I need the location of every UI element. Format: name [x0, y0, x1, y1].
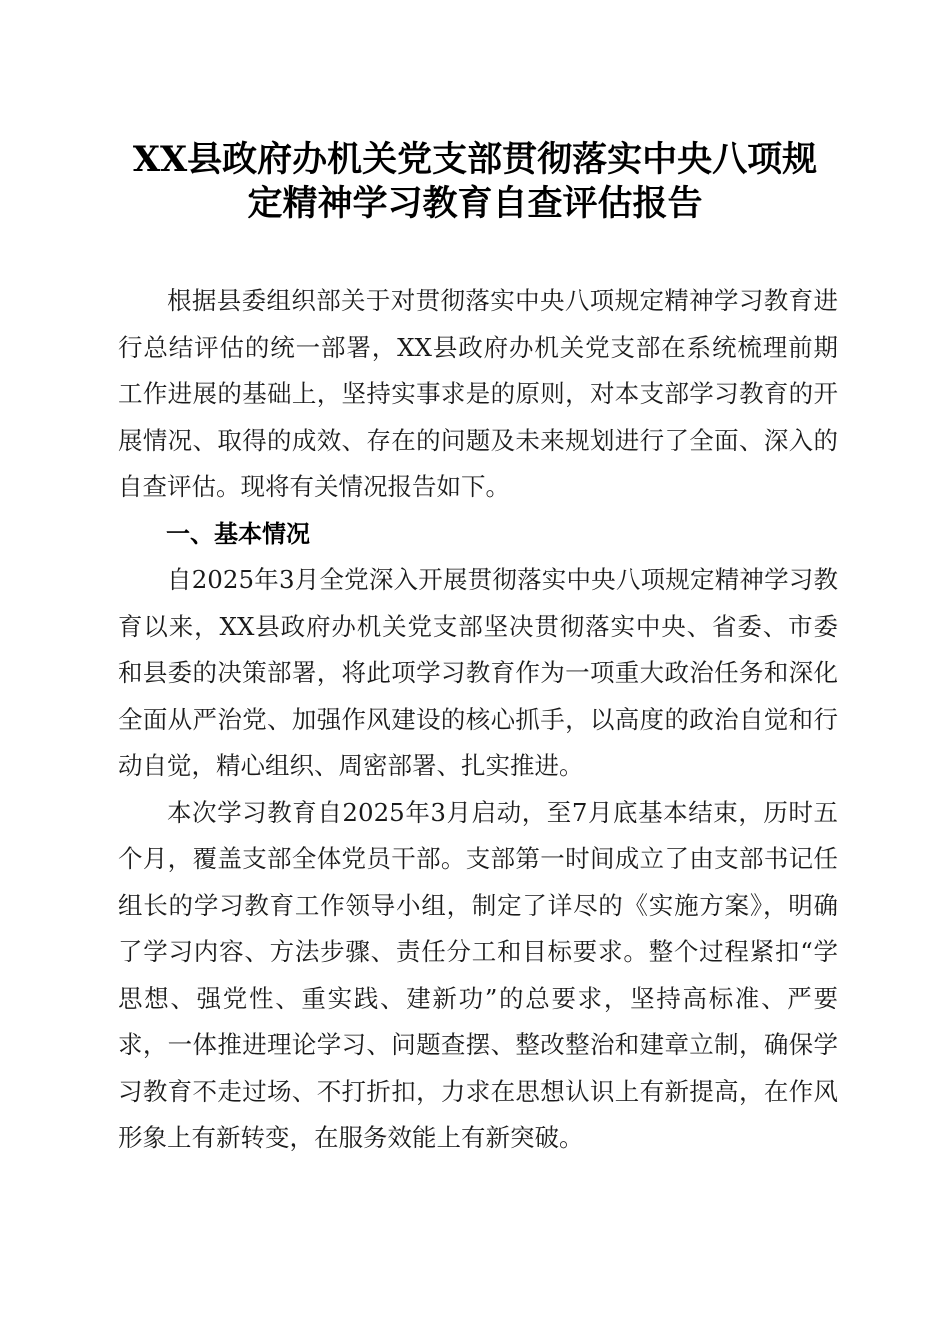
document-body: [118, 278, 838, 1162]
section-heading-basic-situation: 一、基本情况: [166, 519, 310, 548]
section1-paragraph-1: 自2025年3月全党深入开展贯彻落实中央八项规定精神学习教育以来，XX县政府办机关党支部坚决贯彻落实中央、省委、市委和县委的决策部署，将此项学习教育作为一项重大政治任务和深化全面从严治党、加强作风建设的核心抓手，以高度的政治自觉和行动自觉，精心组织、周密部署、扎实推进。: [118, 565, 838, 780]
section1-paragraph-2: 本次学习教育自2025年3月启动，至7月底基本结束，历时五个月，覆盖支部全体党员干部。支部第一时间成立了由支部书记任组长的学习教育工作领导小组，制定了详尽的《实施方案》，明确了学习内容、方法步骤、责任分工和目标要求。整个过程紧扣“学思想、强党性、重实践、建新功”的总要求，坚持高标准、严要求，一体推进理论学习、问题查摆、整改整治和建章立制，确保学习教育不走过场、不打折扣，力求在思想认识上有新提高，在作风形象上有新转变，在服务效能上有新突破。: [118, 797, 838, 1152]
document-title: [105, 138, 845, 226]
title-line-1: XX县政府办机关党支部贯彻落实中央八项规: [132, 139, 818, 180]
intro-paragraph: 根据县委组织部关于对贯彻落实中央八项规定精神学习教育进行总结评估的统一部署，XX县政府办机关党支部在系统梳理前期工作进展的基础上，坚持实事求是的原则，对本支部学习教育的开展情况、取得的成效、存在的问题及未来规划进行了全面、深入的自查评估。现将有关情况报告如下。: [118, 286, 838, 501]
title-line-2: 定精神学习教育自查评估报告: [247, 183, 703, 224]
